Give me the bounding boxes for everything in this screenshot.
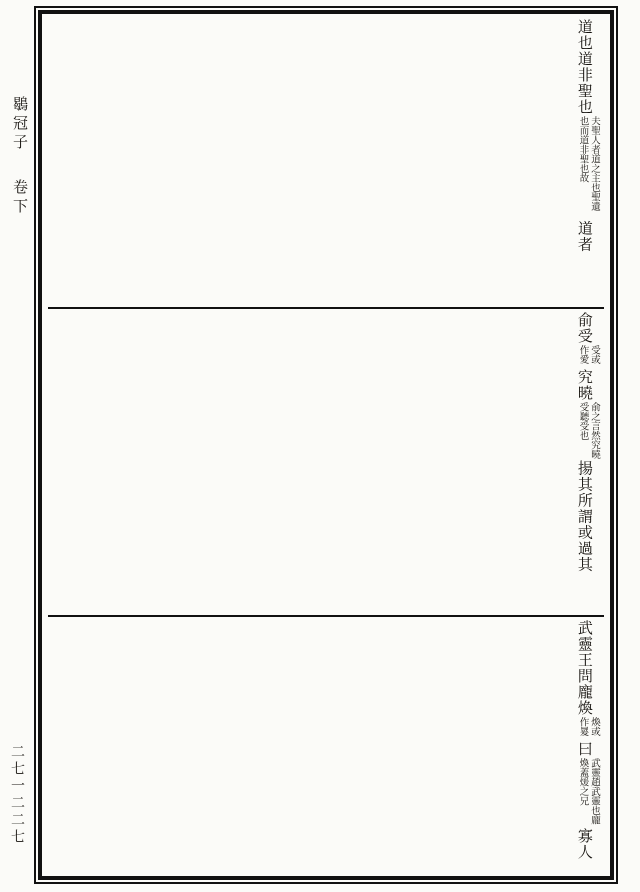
- text-band-bottom: [48, 620, 604, 888]
- interlinear-note: 武靈趙武靈也龐煥蓋煖之兄: [577, 758, 599, 825]
- main-text: 道者: [575, 220, 592, 253]
- text-area: [48, 19, 604, 871]
- text-column: [48, 19, 604, 304]
- interlinear-note: 夫聖人者道之主也聖遺也而道非聖也故: [577, 116, 599, 211]
- page-number: 二七一二二七: [9, 744, 24, 846]
- text-band-top: [48, 19, 604, 304]
- volume-title: [6, 96, 32, 217]
- text-band-middle: [48, 312, 604, 612]
- page-frame: [34, 6, 618, 884]
- interlinear-note: 受或作愛: [577, 345, 599, 364]
- main-text: 曰: [575, 741, 592, 757]
- interlinear-note: 俞之言然究曉受聽受也: [577, 402, 599, 459]
- band-divider: [48, 307, 604, 309]
- main-text: 道也道非聖也: [575, 19, 592, 115]
- main-text: 俞受: [575, 312, 592, 344]
- main-text: 究曉: [575, 369, 592, 401]
- main-text: 揚其所謂或過其: [575, 460, 592, 573]
- main-text: 寡人: [575, 828, 592, 860]
- main-text: 武靈王問龐煥: [575, 620, 592, 716]
- interlinear-note: 煥或作㬊: [577, 717, 599, 736]
- volume-title-book: 鶡冠子: [11, 96, 27, 153]
- page-frame-inner: [38, 10, 614, 880]
- volume-title-volume: 卷下: [11, 179, 27, 217]
- band-divider: [48, 615, 604, 617]
- text-column: [48, 312, 604, 612]
- text-column: [48, 620, 604, 888]
